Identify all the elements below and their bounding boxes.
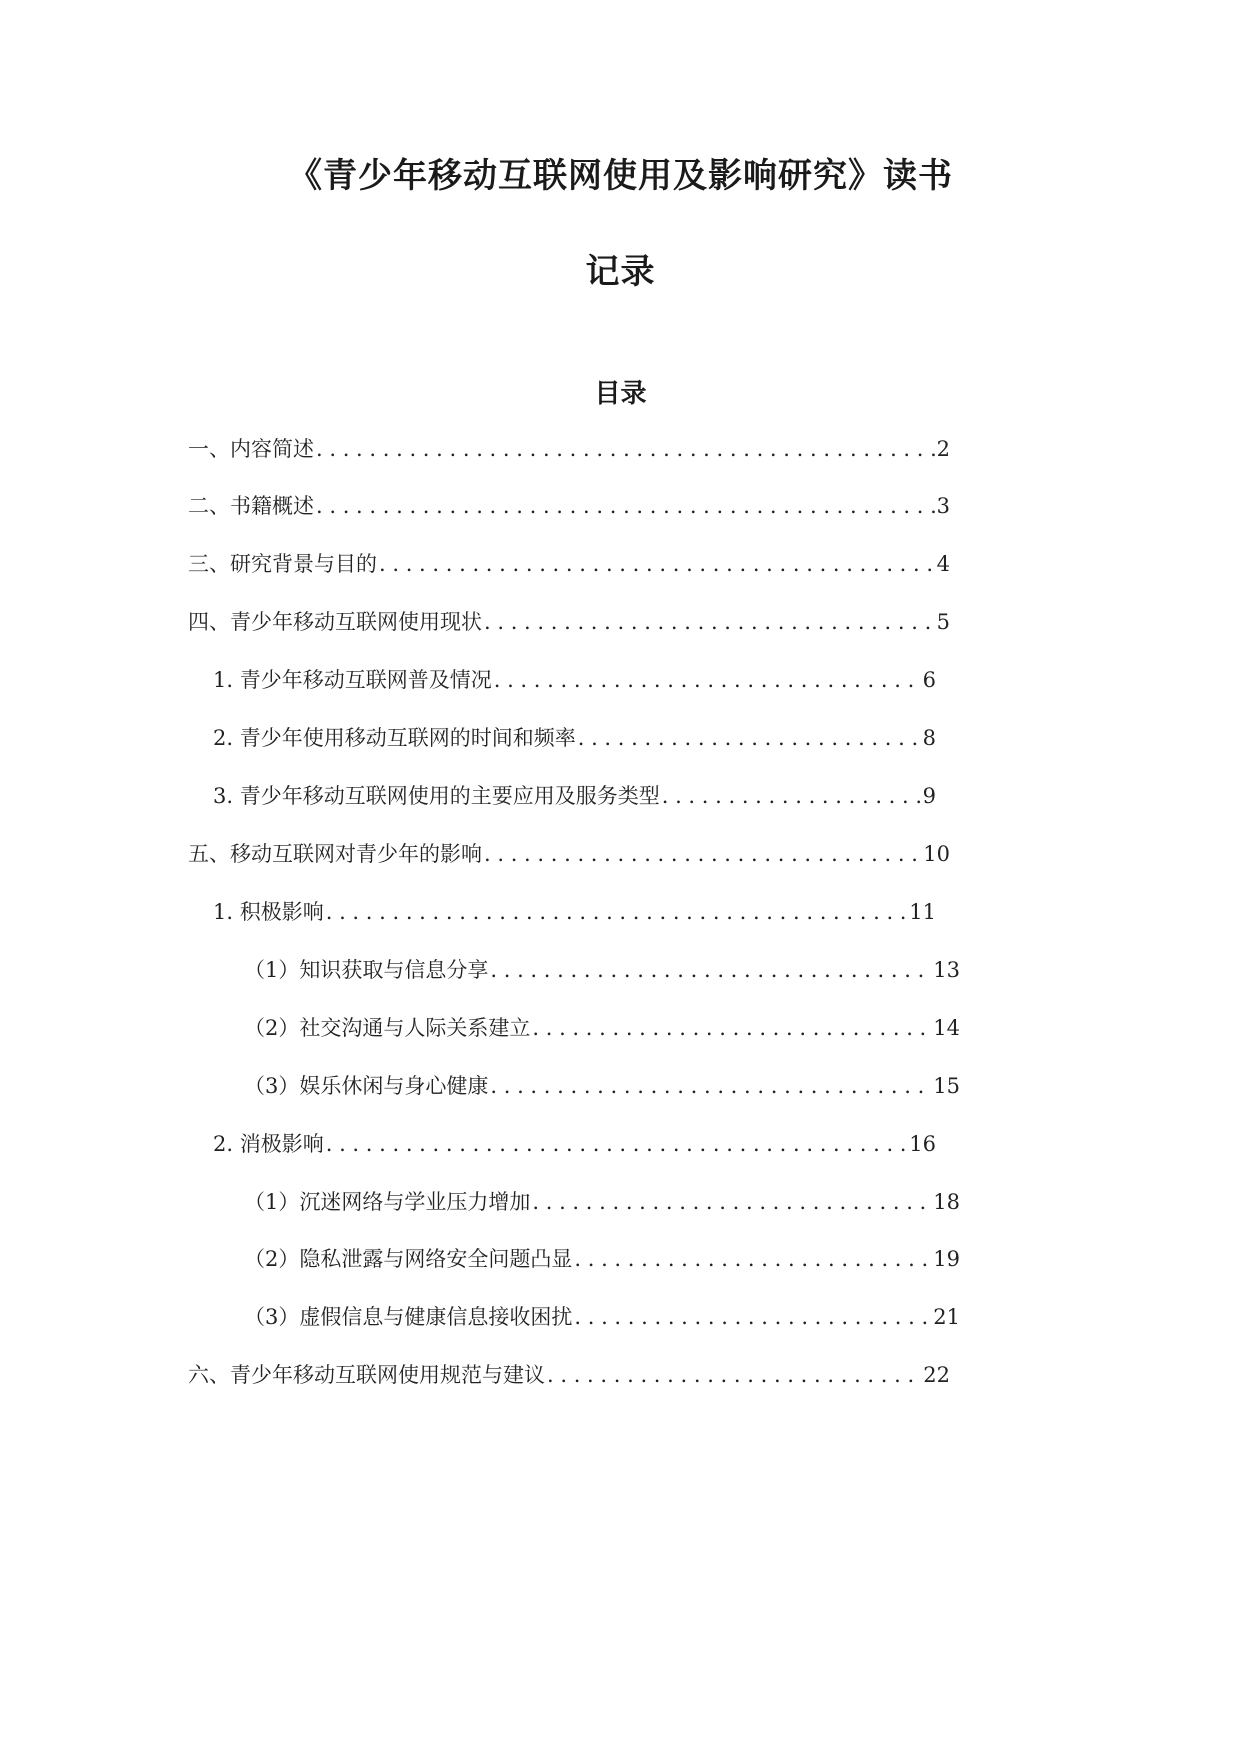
toc-page-number: 2 (936, 437, 950, 461)
toc-dot-leader (572, 1302, 931, 1332)
toc-dot-leader (576, 723, 921, 753)
toc-dot-leader (488, 1071, 931, 1101)
toc-page-number: 5 (936, 610, 950, 634)
toc-entry-section-5-1-1[interactable] (244, 955, 960, 985)
toc-dot-leader (572, 1244, 931, 1274)
toc-page-number: 13 (933, 958, 960, 982)
toc-dot-leader (314, 434, 935, 464)
toc-dot-leader (324, 897, 908, 927)
toc-entry-section-5-2-2[interactable] (244, 1244, 960, 1274)
toc-entry-section-5[interactable] (188, 839, 950, 869)
toc-page-number: 18 (933, 1190, 960, 1214)
toc-entry-title: 1. 积极影响 (213, 900, 324, 924)
toc-entry-title: 2. 消极影响 (213, 1132, 324, 1156)
toc-entry-title: 四、青少年移动互联网使用现状 (188, 610, 482, 634)
toc-page-number: 16 (909, 1132, 936, 1156)
toc-entry-title: 一、内容简述 (188, 437, 314, 461)
toc-dot-leader (377, 549, 935, 579)
toc-page-number: 9 (922, 784, 936, 808)
toc-page-number: 21 (933, 1305, 960, 1329)
toc-dot-leader (482, 839, 921, 869)
toc-entry-section-5-1-3[interactable] (244, 1071, 960, 1101)
toc-page-number: 10 (923, 842, 950, 866)
toc-entry-section-4-2[interactable] (213, 723, 936, 753)
toc-entry-section-5-1[interactable] (213, 897, 936, 927)
toc-entry-section-5-2[interactable] (213, 1129, 936, 1159)
document-title-line-2: 记录 (585, 252, 656, 292)
toc-dot-leader (530, 1187, 931, 1217)
toc-entry-title: （2）社交沟通与人际关系建立 (244, 1016, 531, 1040)
document-title-line-1: 《青少年移动互联网使用及影响研究》读书 (288, 156, 953, 196)
toc-entry-title: 2. 青少年使用移动互联网的时间和频率 (213, 726, 576, 750)
toc-page-number: 22 (923, 1363, 950, 1387)
toc-entry-title: （1）知识获取与信息分享 (244, 958, 489, 982)
toc-entry-title: （1）沉迷网络与学业压力增加 (244, 1190, 531, 1214)
toc-page-number: 3 (936, 494, 950, 518)
toc-page-number: 15 (933, 1074, 960, 1098)
toc-entry-section-4-3[interactable] (213, 781, 936, 811)
toc-dot-leader (314, 491, 935, 521)
toc-dot-leader (530, 1013, 931, 1043)
toc-page-number: 6 (922, 668, 936, 692)
toc-dot-leader (324, 1129, 908, 1159)
toc-entry-section-5-2-3[interactable] (244, 1302, 960, 1332)
toc-page-number: 11 (909, 900, 936, 924)
toc-page-number: 14 (933, 1016, 960, 1040)
toc-entry-section-4[interactable] (188, 607, 950, 637)
toc-entry-title: 五、移动互联网对青少年的影响 (188, 842, 482, 866)
toc-page-number: 19 (933, 1247, 960, 1271)
toc-entry-section-2[interactable] (188, 491, 950, 521)
toc-heading: 目录 (594, 379, 647, 409)
toc-entry-section-3[interactable] (188, 549, 950, 579)
toc-dot-leader (545, 1360, 921, 1390)
toc-dot-leader (660, 781, 921, 811)
toc-entry-section-4-1[interactable] (213, 665, 936, 695)
toc-entry-section-1[interactable] (188, 434, 950, 464)
toc-entry-title: （3）娱乐休闲与身心健康 (244, 1074, 489, 1098)
toc-entry-title: 3. 青少年移动互联网使用的主要应用及服务类型 (213, 784, 660, 808)
toc-dot-leader (482, 607, 935, 637)
toc-page-number: 8 (922, 726, 936, 750)
toc-entry-title: （3）虚假信息与健康信息接收困扰 (244, 1305, 573, 1329)
toc-entry-title: （2）隐私泄露与网络安全问题凸显 (244, 1247, 573, 1271)
toc-entry-title: 二、书籍概述 (188, 494, 314, 518)
toc-entry-section-6[interactable] (188, 1360, 950, 1390)
toc-entry-section-5-1-2[interactable] (244, 1013, 960, 1043)
toc-dot-leader (488, 955, 931, 985)
toc-entry-title: 三、研究背景与目的 (188, 552, 377, 576)
toc-dot-leader (492, 665, 921, 695)
toc-entry-title: 1. 青少年移动互联网普及情况 (213, 668, 492, 692)
toc-page-number: 4 (936, 552, 950, 576)
toc-entry-title: 六、青少年移动互联网使用规范与建议 (188, 1363, 545, 1387)
toc-entry-section-5-2-1[interactable] (244, 1187, 960, 1217)
